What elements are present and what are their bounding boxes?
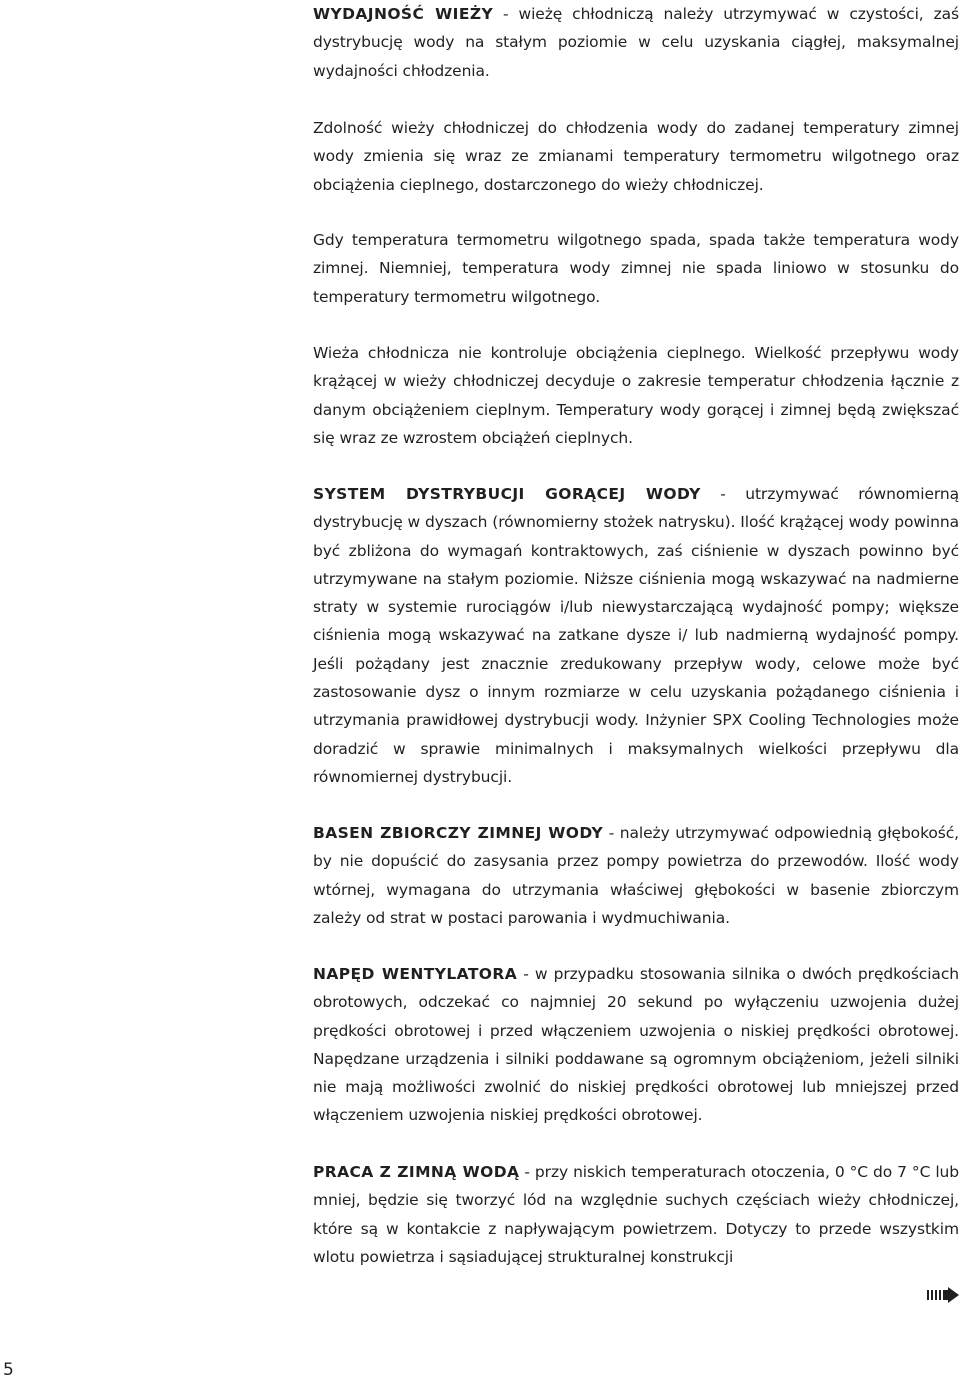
paragraph-heat-load [313, 339, 959, 452]
paragraph-text: - wieżę chłodniczą należy utrzymywać w czystości, zaś dystrybucję wody na stałym poziomie w celu uzyskania ciągłej, maksymalnej wydajności chłodzenia. [313, 5, 960, 80]
heading-cold-weather-operation: PRACA Z ZIMNĄ WODĄ [313, 1163, 520, 1181]
heading-hot-water-distribution: SYSTEM DYSTRYBUCJI GORĄCEJ WODY [313, 485, 701, 503]
paragraph-wet-bulb [313, 226, 959, 311]
paragraph-hot-water-distribution [313, 480, 959, 791]
paragraph-text: - przy niskich temperaturach otoczenia, 0 °C do 7 °C lub mniej, będzie się tworzyć lód na względnie suchych częściach wieży chłodniczej, które są w kontakcie z napływającym powietrzem. Dotyczy to przede wszystkim wlotu powietrza i sąsiadującej strukturalnej konstrukcji [313, 1163, 959, 1266]
heading-cold-water-basin: BASEN ZBIORCZY ZIMNEJ WODY [313, 824, 604, 842]
paragraph-text: Gdy temperatura termometru wilgotnego spada, spada także temperatura wody zimnej. Niemniej, temperatura wody zimnej nie spada liniowo w stosunku do temperatury termometru wilgotnego. [313, 231, 959, 306]
continue-arrow-icon [927, 1287, 959, 1303]
paragraph-cold-weather-operation [313, 1158, 959, 1271]
paragraph-text: Zdolność wieży chłodniczej do chłodzenia wody do zadanej temperatury zimnej wody zmienia się wraz ze zmianami temperatury termometru wilgotnego oraz obciążenia cieplnego, dostarczonego do wieży chłodniczej. [313, 119, 959, 194]
paragraph-text: - utrzymywać równomierną dystrybucję w dyszach (równomierny stożek natrysku). Ilość krążącej wody powinna być zbliżona do wymagań kontraktowych, zaś ciśnienie w dyszach powinno być utrzymywane na stałym poziomie. Niższe ciśnienia mogą wskazywać na nadmierne straty w systemie rurociągów i/lub niewystarczającą wydajność pompy; większe ciśnienia mogą wskazywać na zatkane dysze i/ lub nadmierną wydajność pompy. Jeśli pożądany jest znacznie zredukowany przepływ wody, celowe może być zastosowanie dysz o innym rozmiarze w celu uzyskania pożądanego ciśnienia i utrzymania prawidłowej dystrybucji wody. Inżynier SPX Cooling Technologies może doradzić w sprawie minimalnych i maksymalnych wielkości przepływu dla równomiernej dystrybucji. [313, 485, 959, 786]
paragraph-text: Wieża chłodnicza nie kontroluje obciążenia cieplnego. Wielkość przepływu wody krążącej w wieży chłodniczej decyduje o zakresie temperatur chłodzenia łącznie z danym obciążeniem cieplnym. Temperatury wody gorącej i zimnej będą zwiększać się wraz ze wzrostem obciążeń cieplnych. [313, 344, 959, 447]
paragraph-text: - w przypadku stosowania silnika o dwóch prędkościach obrotowych, odczekać co najmniej 20 sekund po wyłączeniu uzwojenia dużej prędkości obrotowej i przed włączeniem uzwojenia o niskiej prędkości obrotowej. Napędzane urządzenia i silniki poddawane są ogromnym obciążeniom, jeżeli silniki nie mają możliwości zwolnić do niskiej prędkości obrotowej lub mniejszej przed włączeniem uzwojenia niskiej prędkości obrotowej. [313, 965, 959, 1125]
paragraph-text: - należy utrzymywać odpowiednią głębokość, by nie dopuścić do zasysania przez pompy powietrza do przewodów. Ilość wody wtórnej, wymagana do utrzymania właściwej głębokości w basenie zbiorczym zależy od strat w postaci parowania i wydmuchiwania. [313, 824, 959, 927]
heading-tower-performance: WYDAJNOŚĆ WIEŻY [313, 5, 494, 23]
paragraph-cooling-capacity [313, 114, 959, 199]
page-number: 5 [3, 1360, 14, 1380]
paragraph-cold-water-basin [313, 819, 959, 932]
heading-fan-drive: NAPĘD WENTYLATORA [313, 965, 518, 983]
paragraph-tower-performance [313, 0, 959, 85]
paragraph-fan-drive [313, 960, 959, 1130]
